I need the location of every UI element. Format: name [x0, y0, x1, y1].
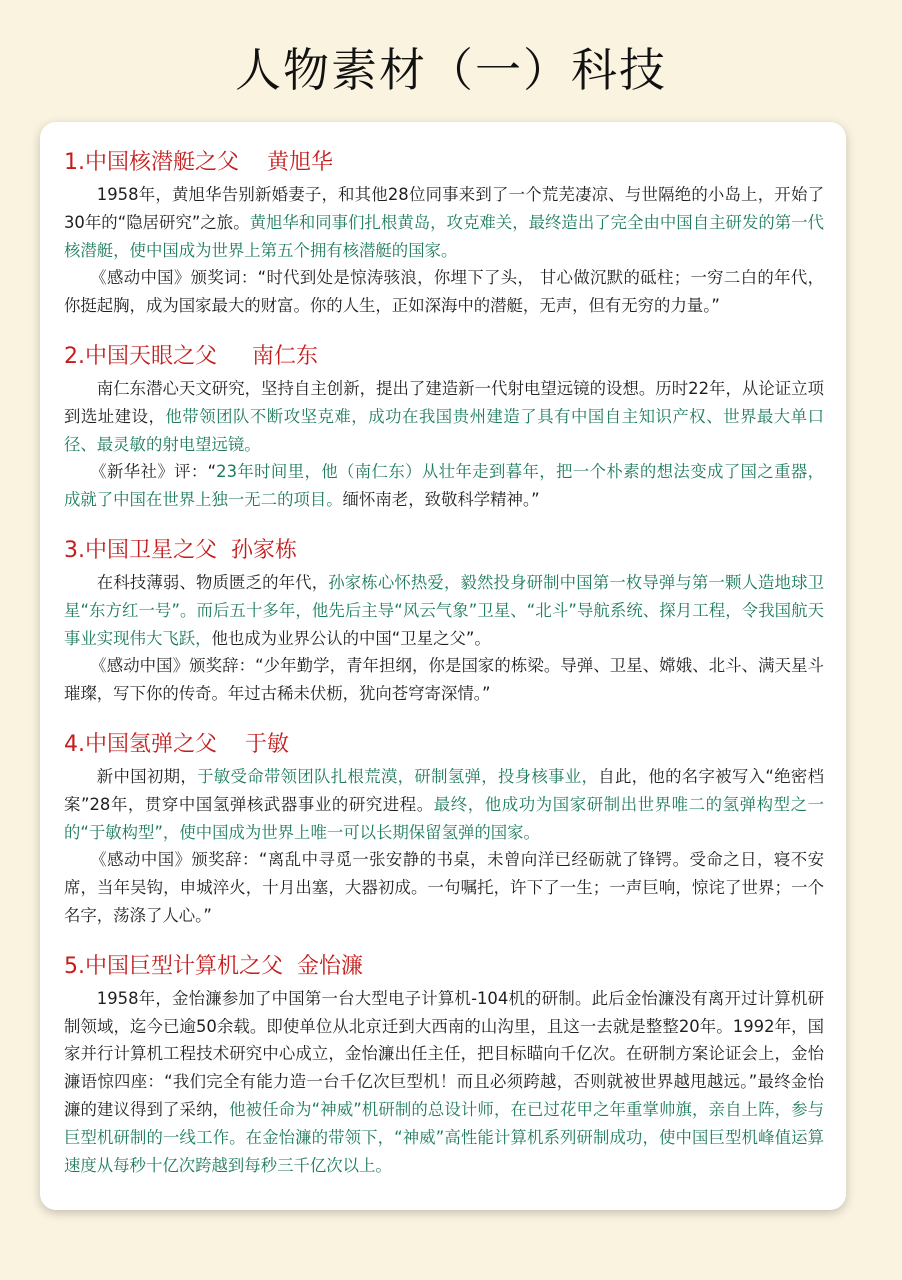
section-body — [64, 375, 824, 458]
body-highlight: 他带领团队不断攻坚克难，成功在我国贵州建造了具有中国自主知识产权、世界最大单口径、最灵敏的射电望远镜。 — [64, 406, 825, 454]
body-highlight: 他被任命为“神威”机研制的总设计师，在已过花甲之年重掌帅旗，亲自上阵，参与巨型机研制的一线工作。在金怡濂的带领下，“神威”高性能计算机系列研制成功，使中国巨型机峰值运算速度从每秒十亿次跨越到每秒三千亿次以上。 — [64, 1099, 825, 1175]
section-sun-jiadong — [64, 536, 824, 708]
section-body — [64, 569, 824, 652]
award-quote — [64, 652, 824, 708]
section-huang-xuhua — [64, 148, 824, 320]
quote-highlight: 23年时间里，他（南仁东）从壮年走到暮年，把一个朴素的想法变成了国之重器，成就了中国在世界上独一无二的项目。 — [64, 462, 825, 510]
body-text: 1958年，金怡濂参加了中国第一台大型电子计算机-104机的研制。此后金怡濂没有离开过计算机研制领域，迄今已逾50余载。即使单位从北京迁到大西南的山沟里，且这一去就是整整20年。1992年，国家并行计算机工程技术研究中心成立，金怡濂出任主任，把目标瞄向千亿次。在研制方案论证会上，金怡濂语惊四座：“我们完全有能力造一台千亿次巨型机！而且必须跨越，否则就被世界越甩越远。”最终金怡濂的建议得到了采纳， — [64, 988, 824, 1119]
body-text: 新中国初期， — [96, 766, 198, 786]
section-jin-yilian — [64, 952, 824, 1180]
body-highlight: 孙家栋心怀热爱，毅然投身研制中国第一枚导弹与第一颗人造地球卫星“东方红一号”。而后五十多年，他先后主导“风云气象”卫星、“北斗”导航系统、探月工程，令我国航天事业实现伟大飞跃， — [64, 572, 825, 648]
section-heading: 1.中国核潜艇之父 黄旭华 — [64, 150, 333, 175]
quote-text: 《新华社》评：“ — [90, 462, 217, 482]
quote-text: 《感动中国》颁奖辞：“少年勤学，青年担纲，你是国家的栋梁。导弹、卫星、嫦娥、北斗、满天星斗璀璨，写下你的传奇。年过古稀未伏枥，犹向苍穹寄深情。” — [64, 656, 824, 704]
section-heading: 4.中国氢弹之父 于敏 — [64, 731, 289, 757]
page-title: 人物素材（一）科技 — [235, 43, 667, 97]
body-text: 南仁东潜心天文研究，坚持自主创新，提出了建造新一代射电望远镜的设想。历时22年，从论证立项到选址建设， — [64, 378, 824, 426]
content-card — [40, 122, 846, 1210]
body-text: 自此，他的名字被写入“绝密档案”28年，贯穿中国氢弹核武器事业的研究进程。 — [64, 766, 825, 814]
section-heading: 3.中国卫星之父 孙家栋 — [64, 537, 297, 563]
section-body — [64, 763, 824, 846]
quote-text: 《感动中国》颁奖词：“时代到处是惊涛骇浪，你埋下了头， 甘心做沉默的砥柱；一穷二白的年代，你挺起胸，成为国家最大的财富。你的人生，正如深海中的潜艇，无声，但有无穷的力量。” — [64, 268, 824, 316]
award-quote — [64, 458, 824, 514]
body-highlight: 黄旭华和同事们扎根黄岛，攻克难关，最终造出了完全由中国自主研发的第一代核潜艇，使中国成为世界上第五个拥有核潜艇的国家。 — [64, 212, 824, 260]
body-highlight: 最终，他成功为国家研制出世界唯二的氢弹构型之一的“于敏构型”，使中国成为世界上唯一可以长期保留氢弹的国家。 — [64, 794, 824, 842]
section-yu-min — [64, 730, 824, 930]
body-text: 1958年，黄旭华告别新婚妻子，和其他28位同事来到了一个荒芜凄凉、与世隔绝的小岛上，开始了30年的“隐居研究”之旅。 — [64, 185, 824, 232]
section-body — [64, 985, 824, 1180]
quote-text: 缅怀南老，致敬科学精神。” — [342, 490, 540, 510]
body-text: 他也成为业界公认的中国“卫星之父”。 — [211, 628, 491, 648]
award-quote — [64, 264, 824, 320]
section-nan-rendong — [64, 342, 824, 514]
section-heading: 5.中国巨型计算机之父 金怡濂 — [64, 953, 363, 979]
body-highlight: 于敏受命带领团队扎根荒漠，研制氢弹，投身核事业， — [197, 766, 599, 786]
quote-text: 《感动中国》颁奖辞：“离乱中寻觅一张安静的书桌，未曾向洋已经砺就了锋锷。受命之日，寝不安席，当年吴钩，申城淬火，十月出塞，大器初成。一句嘱托，许下了一生；一声巨响，惊诧了世界；一个名字，荡涤了人心。” — [64, 850, 824, 925]
award-quote — [64, 846, 824, 929]
section-heading: 2.中国天眼之父 南仁东 — [64, 343, 318, 369]
body-text: 在科技薄弱、物质匮乏的年代， — [96, 572, 329, 592]
section-body — [64, 181, 824, 264]
